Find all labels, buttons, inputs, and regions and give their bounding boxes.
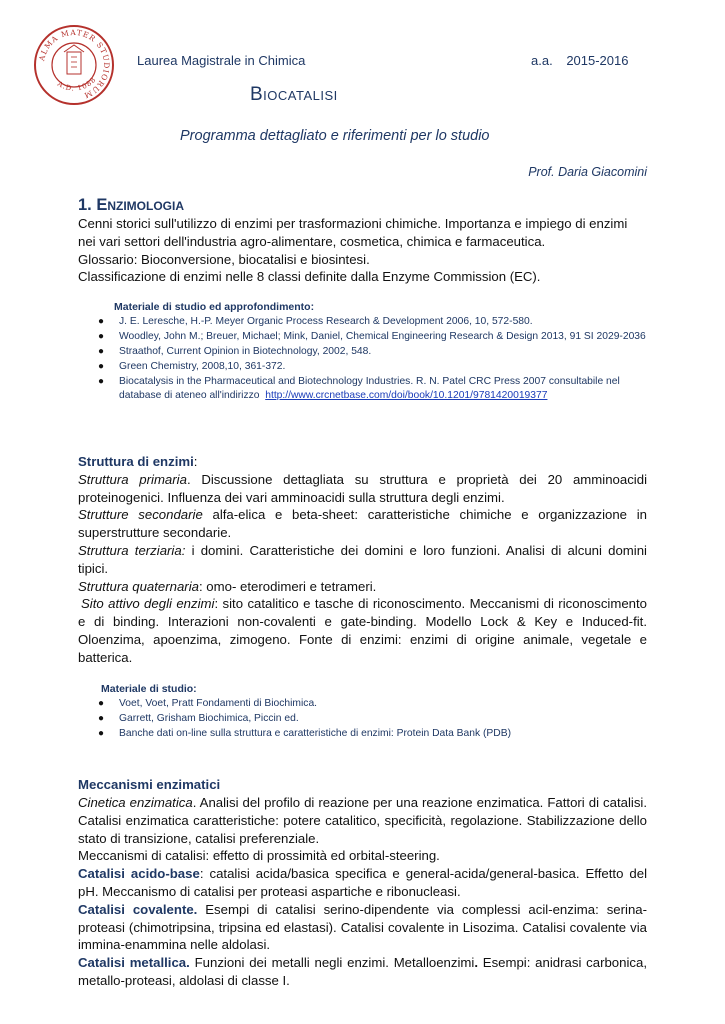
section-heading: 1. Enzimologia — [78, 196, 185, 214]
bullet-icon: ● — [98, 346, 105, 357]
mechanisms-heading: Meccanismi enzimatici — [78, 777, 221, 792]
reference-list — [98, 697, 648, 741]
secondary-structure-paragraph: Strutture secondarie alfa-elica e beta-sheet: caratteristiche chimiche e organizzazione in superstrutture secondarie. — [78, 507, 647, 541]
list-item: ● J. E. Leresche, H.-P. Meyer Organic Process Research & Development 2006, 10, 572-580. — [98, 316, 533, 327]
page-title: Biocatalisi — [250, 84, 338, 105]
section-meccanismi — [78, 776, 647, 990]
list-item: ● Garrett, Grisham Biochimica, Piccin ed. — [98, 713, 299, 724]
materials-heading: Materiale di studio ed approfondimento: — [114, 301, 315, 313]
classification-line: Classificazione di enzimi nelle 8 classi definite dalla Enzyme Commission (EC). — [78, 269, 541, 285]
acid-base-paragraph: Catalisi acido-base: catalisi acida/basica specifica e general-acida/general-basica. Effetto del pH. Meccanismo di catalisi per proteasi aspartiche e ribonucleasi. — [78, 866, 648, 899]
proximity-paragraph: Meccanismi di catalisi: effetto di prossimità ed orbital-steering. — [78, 848, 440, 864]
quaternary-structure-paragraph: Struttura quaternaria: omo- eterodimeri e tetrameri. — [78, 578, 377, 594]
bullet-icon: ● — [98, 728, 105, 739]
covalent-paragraph: Catalisi covalente. Esempi di catalisi serino-dipendente via complessi acil-enzima: serina-proteasi (chimotripsina, tripsina ed elastasi). Catalisi covalente in Lisozima. Catalisi covalente via immina-enammina nelle aldolasi. — [78, 901, 647, 953]
bullet-icon: ● — [98, 316, 105, 327]
structure-heading: Struttura di enzimi: — [78, 454, 198, 469]
glossary-line: Glossario: Bioconversione, biocatalisi e biosintesi. — [78, 251, 370, 267]
bullet-icon: ● — [98, 698, 105, 709]
active-site-paragraph: Sito attivo degli enzimi: sito catalitico e tasche di riconoscimento. Meccanismi di riconoscimento e di binding. Interazioni non-covalenti e gate-binding. Modello Lock & Key e Induced-fit. Oloenzima, apoenzima, zimogeno. Fonte di enzimi: enzimi di origine animale, vegetale e batterica. — [78, 596, 647, 665]
metal-paragraph: Catalisi metallica. Funzioni dei metalli negli enzimi. Metalloenzimi. Esempi: anidrasi carbonica, metallo-proteasi, aldolasi di classe I. — [78, 955, 647, 988]
list-item: ● Banche dati on-line sulla struttura e caratteristiche di enzimi: Protein Data Bank (PDB) — [98, 728, 512, 739]
materials-block-1 — [98, 301, 648, 404]
kinetics-paragraph: Cinetica enzimatica. Analisi del profilo di reazione per una reazione enzimatica. Fattori di catalisi. Catalisi enzimatica caratteristiche: potere catalitico, specificità, regolazione. Stabilizzazione dello stato di transizione, catalisi preferenziale. — [78, 795, 648, 846]
list-item: ● Voet, Voet, Pratt Fondamenti di Biochimica. — [98, 698, 318, 709]
svg-text:A.D. 1088: A.D. 1088 — [55, 75, 98, 93]
intro-paragraph: Cenni storici sull'utilizzo di enzimi per trasformazioni chimiche. Importanza e impiego di enzimi nei vari settori dell'industria agro-alimentare, cosmetica, chimica e farmaceutica. — [78, 216, 628, 249]
crcnetbase-link[interactable]: http://www.crcnetbase.com/doi/book/10.1201/9781420019377 — [265, 390, 548, 401]
bullet-icon: ● — [98, 376, 105, 387]
primary-structure-paragraph: Struttura primaria. Discussione dettagliata su struttura e proprietà dei 20 amminoacidi proteinogenici. Influenza dei vari amminoacidi sulla struttura degli enzimi. — [78, 471, 647, 505]
page-subtitle: Programma dettagliato e riferimenti per lo studio — [180, 128, 490, 144]
materials-heading: Materiale di studio: — [101, 683, 197, 695]
list-item: ● Woodley, John M.; Breuer, Michael; Mink, Daniel, Chemical Engineering Research & Design 2013, 91 SI 2029-2036 — [98, 331, 646, 342]
university-seal-logo — [33, 24, 115, 106]
list-item: ● Straathof, Current Opinion in Biotechnology, 2002, 548. — [98, 346, 372, 357]
professor-name: Prof. Daria Giacomini — [528, 165, 647, 179]
reference-list — [98, 315, 648, 403]
academic-year — [531, 53, 628, 68]
program-name: Laurea Magistrale in Chimica — [137, 53, 306, 68]
academic-year-value: 2015-2016 — [566, 53, 629, 68]
tertiary-structure-paragraph: Struttura terziaria: i domini. Caratteristiche dei domini e loro funzioni. Analisi di alcuni domini tipici. — [78, 542, 647, 576]
section-struttura — [78, 453, 647, 667]
bullet-icon: ● — [98, 713, 105, 724]
svg-text:ALMA MATER STUDIORUM: ALMA MATER STUDIORUM — [37, 27, 112, 101]
bullet-icon: ● — [98, 361, 105, 372]
list-item: ● Biocatalysis in the Pharmaceutical and Biotechnology Industries. R. N. Patel CRC Press 2007 consultabile nel database di ateneo all'indirizzo http://www.crcnetbase.com/doi/book/10.1201/9781420019377 — [98, 376, 620, 401]
list-item: ● Green Chemistry, 2008,10, 361-372. — [98, 361, 286, 372]
materials-block-2 — [98, 683, 648, 742]
bullet-icon: ● — [98, 331, 105, 342]
section-enzimologia — [78, 195, 647, 286]
academic-year-label: a.a. — [531, 53, 553, 68]
